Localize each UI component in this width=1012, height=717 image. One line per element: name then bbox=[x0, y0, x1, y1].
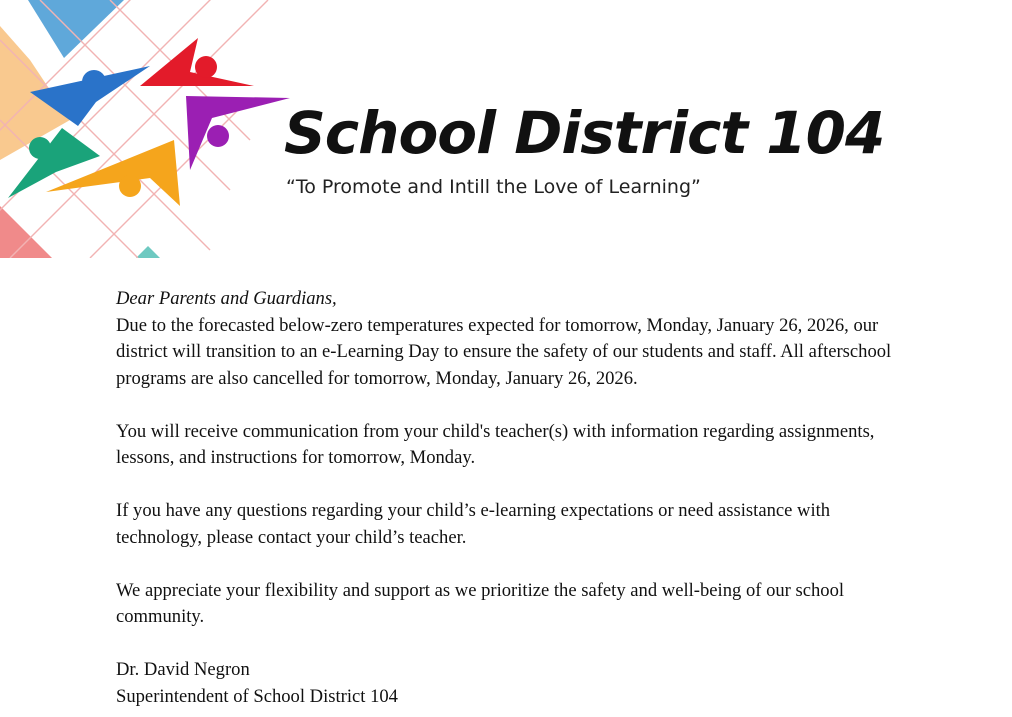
letter-paragraph-closure: Due to the forecasted below-zero temperatures expected for tomorrow, Monday, January 26, 2026, our district will transition to an e-Learning Day to ensure the safety of our students and staff. All afterschool programs are also cancelled for tomorrow, Monday, January 26, 2026. bbox=[116, 314, 892, 389]
signature-name: Dr. David Negron bbox=[116, 659, 250, 680]
red-figure-head bbox=[195, 56, 217, 78]
signature-title: Superintendent of School District 104 bbox=[116, 685, 398, 707]
sky-triangle-shape bbox=[28, 0, 124, 58]
purple-figure-head bbox=[207, 125, 229, 147]
letter-paragraph-questions: If you have any questions regarding your child’s e-learning expectations or need assistance with technology, please contact your child’s teacher. bbox=[116, 500, 831, 548]
district-tagline: “To Promote and Intill the Love of Learning” bbox=[286, 176, 701, 198]
letter-paragraph-communication: You will receive communication from your child's teacher(s) with information regarding assignments, lessons, and instructions for tomorrow, Monday. bbox=[116, 420, 875, 468]
orange-figure-head bbox=[119, 175, 141, 197]
teal-triangle-shape bbox=[136, 246, 160, 258]
salmon-triangle-shape bbox=[0, 206, 52, 258]
letterhead bbox=[0, 0, 1012, 258]
people-figures-logo-icon bbox=[0, 0, 300, 258]
district-name: School District 104 bbox=[284, 99, 885, 167]
purple-figure-body bbox=[186, 96, 290, 170]
letter-body bbox=[116, 286, 916, 710]
letter-greeting: Dear Parents and Guardians, bbox=[116, 288, 337, 309]
letter-signature bbox=[116, 657, 916, 710]
letter-paragraph-appreciation: We appreciate your flexibility and support as we prioritize the safety and well-being of our school community. bbox=[116, 579, 845, 627]
